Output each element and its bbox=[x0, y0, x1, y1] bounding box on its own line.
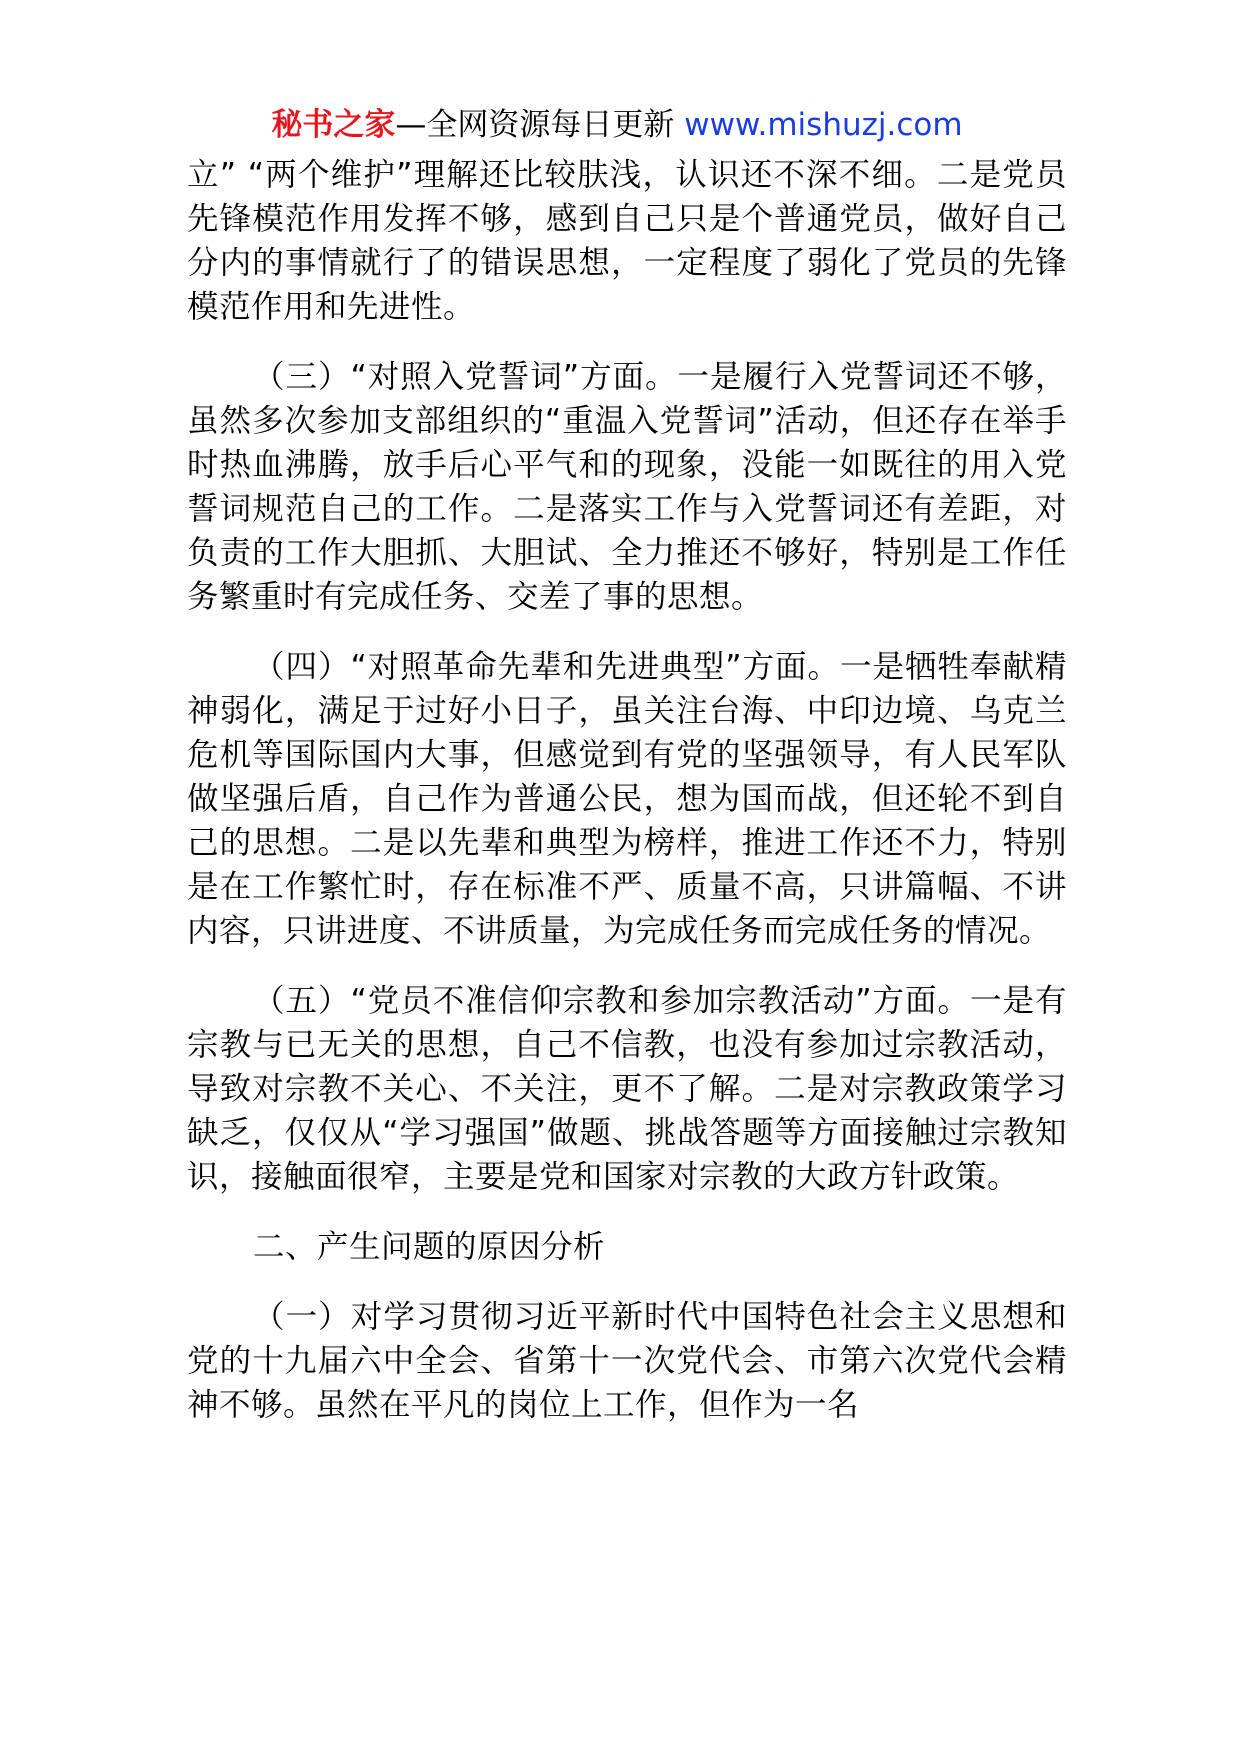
document-body bbox=[187, 153, 1067, 1453]
brand-name: 秘书之家 bbox=[271, 107, 396, 143]
site-url-link[interactable]: www.mishuzj.com bbox=[684, 107, 963, 143]
paragraph-section-five: （五）“党员不准信仰宗教和参加宗教活动”方面。一是有宗教与已无关的思想，自己不信教，也没有参加过宗教活动，导致对宗教不关心、不关注，更不了解。二是对宗教政策学习缺乏，仅仅从“学习强国”做题、挑战答题等方面接触过宗教知识，接触面很窄，主要是党和国家对宗教的大政方针政策。 bbox=[187, 983, 1067, 1195]
paragraph-section-three: （三）“对照入党誓词”方面。一是履行入党誓词还不够，虽然多次参加支部组织的“重温入党誓词”活动，但还存在举手时热血沸腾，放手后心平气和的现象，没能一如既往的用入党誓词规范自己的工作。二是落实工作与入党誓词还有差距，对负责的工作大胆抓、大胆试、全力推还不够好，特别是工作任务繁重时有完成任务、交差了事的思想。 bbox=[187, 359, 1067, 615]
paragraph-section-four: （四）“对照革命先辈和先进典型”方面。一是牺牲奉献精神弱化，满足于过好小日子，虽关注台海、中印边境、乌克兰危机等国际国内大事，但感觉到有党的坚强领导，有人民军队做坚强后盾，自己作为普通公民，想为国而战，但还轮不到自己的思想。二是以先辈和典型为榜样，推进工作还不力，特别是在工作繁忙时，存在标准不严、质量不高，只讲篇幅、不讲内容，只讲进度、不讲质量，为完成任务而完成任务的情况。 bbox=[187, 649, 1067, 949]
header-slogan: —全网资源每日更新 bbox=[395, 107, 675, 143]
paragraph-cause-one: （一）对学习贯彻习近平新时代中国特色社会主义思想和党的十九届六中全会、省第十一次党代会、市第六次党代会精神不够。虽然在平凡的岗位上工作，但作为一名 bbox=[187, 1299, 1067, 1423]
section-heading-cause-analysis: 二、产生问题的原因分析 bbox=[253, 1229, 606, 1265]
paragraph-continuation: 立” “两个维护”理解还比较肤浅，认识还不深不细。二是党员先锋模范作用发挥不够，感到自己只是个普通党员，做好自己分内的事情就行了的错误思想，一定程度了弱化了党员的先锋模范作用和先进性。 bbox=[187, 157, 1067, 325]
page-header bbox=[0, 103, 1237, 147]
